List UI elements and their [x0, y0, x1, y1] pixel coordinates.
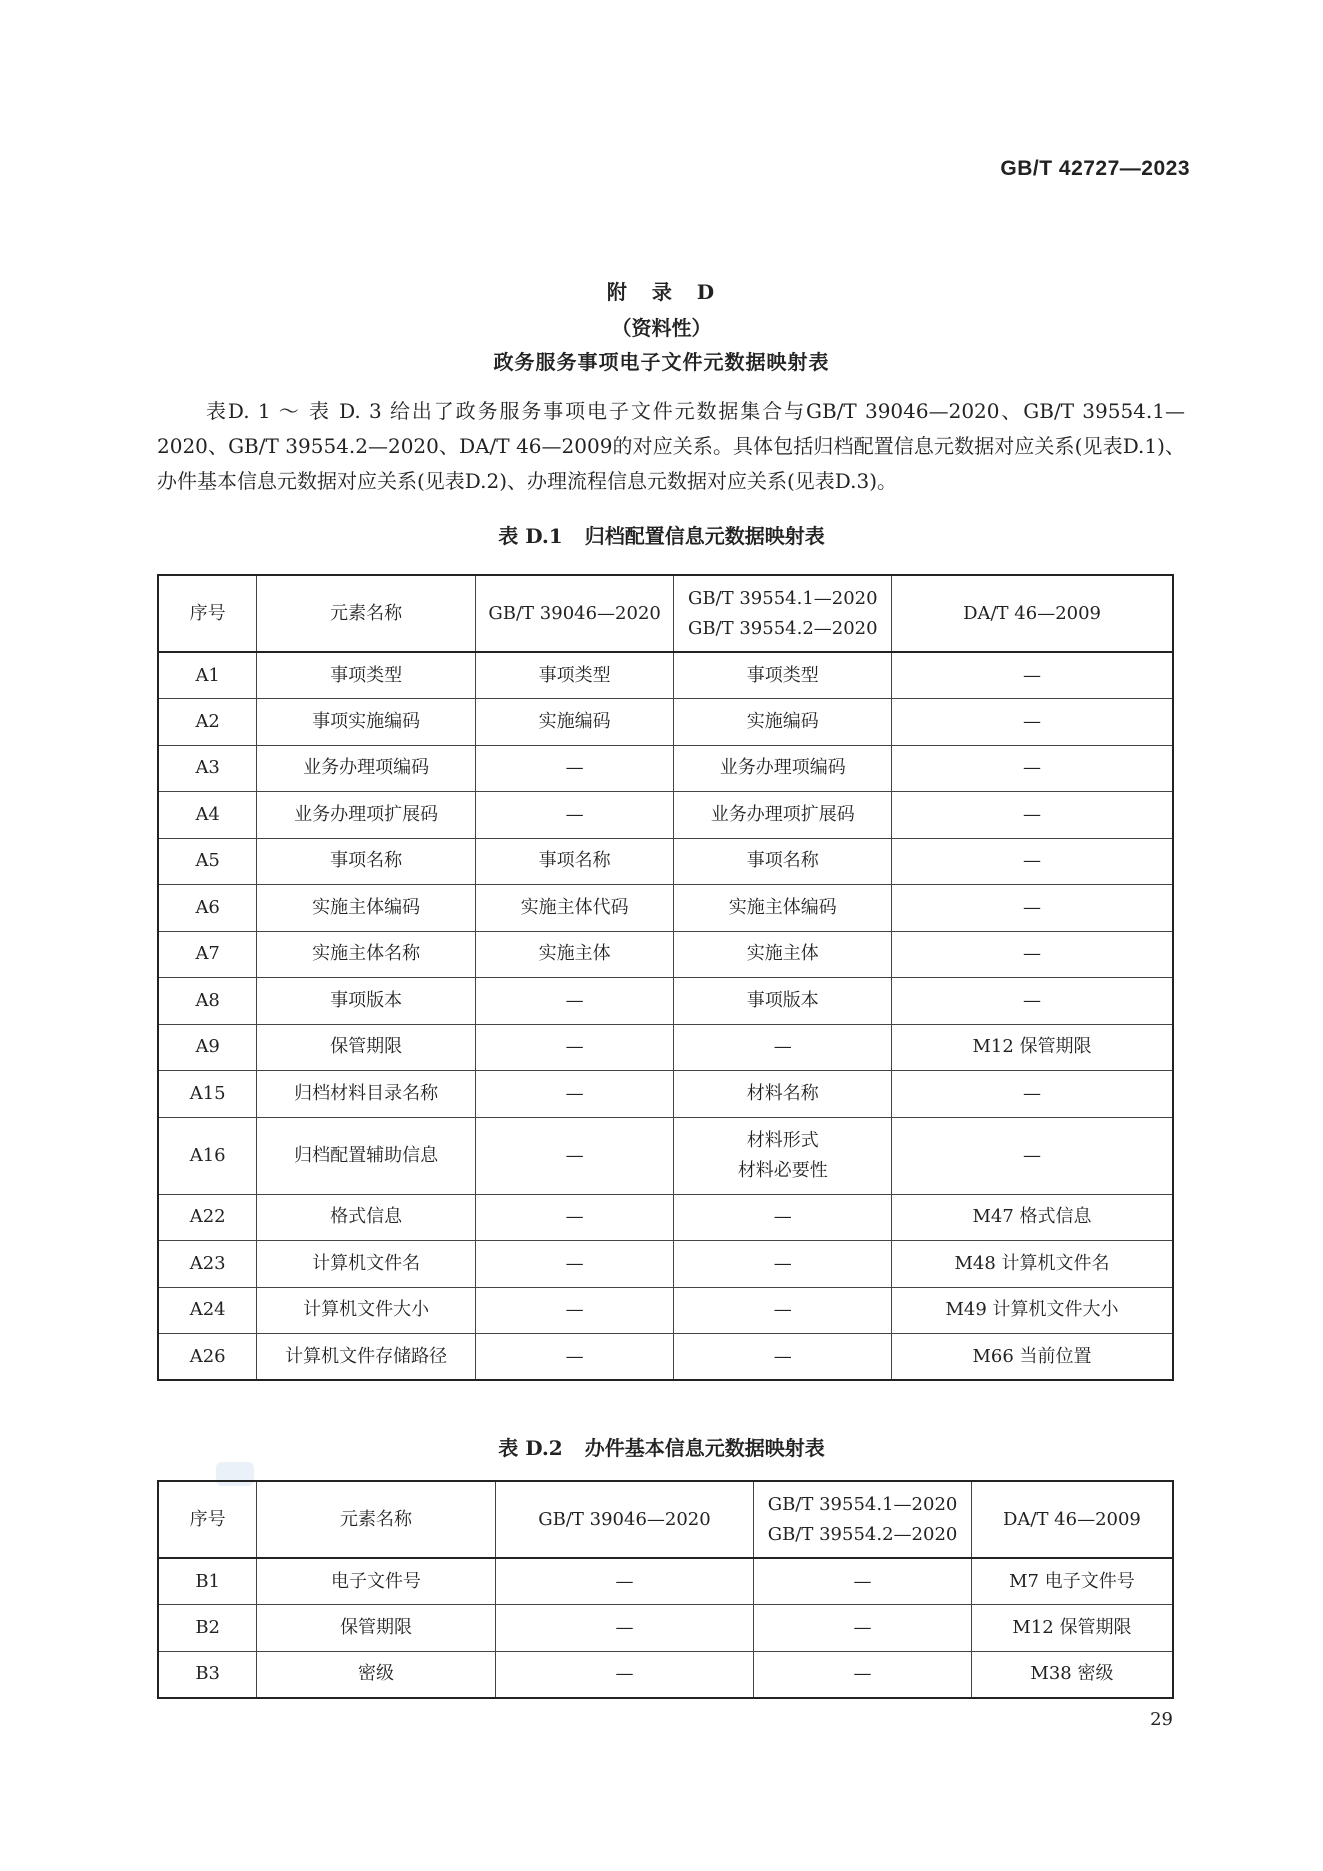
cell-dat-46: —	[892, 885, 1173, 932]
cell-gbt-39046: —	[495, 1558, 753, 1605]
cell-element-name: 计算机文件存储路径	[257, 1334, 475, 1381]
cell-dat-46: M7 电子文件号	[971, 1558, 1173, 1605]
cell-seq: A5	[158, 838, 257, 885]
cell-seq: A6	[158, 885, 257, 932]
cell-element-name: 格式信息	[257, 1194, 475, 1241]
table2-caption	[0, 1432, 1323, 1461]
header-element-name: 元素名称	[257, 1481, 495, 1558]
cell-gbt-39554: —	[754, 1651, 972, 1698]
header-gbt-39554	[674, 575, 892, 652]
table-row	[158, 1334, 1173, 1381]
table-row	[158, 699, 1173, 746]
table1-caption-number: 表 D.1	[498, 524, 563, 548]
metadata-mapping-table-d2	[157, 1480, 1174, 1699]
cell-gbt-39046: —	[475, 1241, 674, 1288]
cell-gbt-39046: 实施编码	[475, 699, 674, 746]
header-dat-46: DA/T 46—2009	[892, 575, 1173, 652]
table-row	[158, 1024, 1173, 1071]
header-gbt-39554	[754, 1481, 972, 1558]
cell-gbt-39046: —	[475, 1024, 674, 1071]
cell-gbt-39554: —	[674, 1334, 892, 1381]
cell-element-name: 保管期限	[257, 1024, 475, 1071]
cell-seq: A3	[158, 745, 257, 792]
table-row	[158, 1071, 1173, 1118]
cell-gbt-39046: —	[495, 1605, 753, 1652]
header-gbt-39554-1: GB/T 39554.1—2020	[767, 1493, 958, 1515]
cell-element-name: 事项实施编码	[257, 699, 475, 746]
cell-element-name: 实施主体编码	[257, 885, 475, 932]
cell-gbt-39046: —	[475, 1117, 674, 1194]
cell-seq: B2	[158, 1605, 257, 1652]
table-row	[158, 931, 1173, 978]
cell-seq: B3	[158, 1651, 257, 1698]
cell-gbt-39046: 事项名称	[475, 838, 674, 885]
header-gbt-39554-2: GB/T 39554.2—2020	[687, 617, 878, 639]
cell-dat-46: M49 计算机文件大小	[892, 1287, 1173, 1334]
cell-dat-46: —	[892, 978, 1173, 1025]
cell-gbt-39046: —	[495, 1651, 753, 1698]
cell-gbt-39554: —	[674, 1287, 892, 1334]
cell-element-name: 事项类型	[257, 652, 475, 699]
table-row	[158, 1558, 1173, 1605]
cell-gbt-39554: 材料名称	[674, 1071, 892, 1118]
cell-gbt-39554-line2: 材料必要性	[737, 1159, 828, 1181]
cell-seq: A2	[158, 699, 257, 746]
cell-seq: A4	[158, 792, 257, 839]
header-gbt-39046: GB/T 39046—2020	[495, 1481, 753, 1558]
cell-dat-46: —	[892, 1117, 1173, 1194]
cell-seq: A8	[158, 978, 257, 1025]
table-row	[158, 1194, 1173, 1241]
header-gbt-39554-1: GB/T 39554.1—2020	[687, 587, 878, 609]
cell-seq: B1	[158, 1558, 257, 1605]
cell-seq: A23	[158, 1241, 257, 1288]
cell-element-name: 业务办理项扩展码	[257, 792, 475, 839]
cell-gbt-39554: 事项版本	[674, 978, 892, 1025]
metadata-mapping-table-d1	[157, 574, 1174, 1381]
cell-gbt-39046: —	[475, 745, 674, 792]
cell-element-name: 电子文件号	[257, 1558, 495, 1605]
cell-element-name: 实施主体名称	[257, 931, 475, 978]
cell-gbt-39554: 实施编码	[674, 699, 892, 746]
cell-gbt-39046: —	[475, 978, 674, 1025]
cell-gbt-39046: 事项类型	[475, 652, 674, 699]
cell-seq: A7	[158, 931, 257, 978]
cell-seq: A9	[158, 1024, 257, 1071]
header-gbt-39046: GB/T 39046—2020	[475, 575, 674, 652]
table-row	[158, 1605, 1173, 1652]
table-header-row	[158, 575, 1173, 652]
cell-element-name: 计算机文件名	[257, 1241, 475, 1288]
cell-dat-46: —	[892, 838, 1173, 885]
table2-caption-title: 办件基本信息元数据映射表	[584, 1436, 825, 1460]
table-row	[158, 1117, 1173, 1194]
cell-dat-46: M48 计算机文件名	[892, 1241, 1173, 1288]
cell-seq: A15	[158, 1071, 257, 1118]
cell-gbt-39554	[674, 1117, 892, 1194]
intro-paragraph	[157, 394, 1185, 499]
cell-gbt-39554: —	[674, 1024, 892, 1071]
cell-gbt-39554: 业务办理项扩展码	[674, 792, 892, 839]
header-seq: 序号	[158, 1481, 257, 1558]
cell-seq: A24	[158, 1287, 257, 1334]
table1-caption-title: 归档配置信息元数据映射表	[584, 524, 825, 548]
cell-element-name: 归档材料目录名称	[257, 1071, 475, 1118]
cell-element-name: 归档配置辅助信息	[257, 1117, 475, 1194]
cell-dat-46: —	[892, 652, 1173, 699]
table-row	[158, 885, 1173, 932]
table-header-row	[158, 1481, 1173, 1558]
table-row	[158, 792, 1173, 839]
cell-element-name: 事项名称	[257, 838, 475, 885]
header-gbt-39554-2: GB/T 39554.2—2020	[767, 1523, 958, 1545]
cell-dat-46: M47 格式信息	[892, 1194, 1173, 1241]
cell-dat-46: —	[892, 1071, 1173, 1118]
cell-gbt-39046: —	[475, 1071, 674, 1118]
cell-dat-46: M66 当前位置	[892, 1334, 1173, 1381]
appendix-title: 政务服务事项电子文件元数据映射表	[493, 350, 830, 374]
cell-gbt-39554: —	[754, 1605, 972, 1652]
cell-element-name: 密级	[257, 1651, 495, 1698]
cell-gbt-39046: 实施主体代码	[475, 885, 674, 932]
cell-seq: A1	[158, 652, 257, 699]
cell-gbt-39554: —	[674, 1194, 892, 1241]
cell-seq: A22	[158, 1194, 257, 1241]
cell-gbt-39554: 事项名称	[674, 838, 892, 885]
table-row	[158, 978, 1173, 1025]
standard-code: GB/T 42727—2023	[1000, 157, 1190, 180]
intro-text: 表D. 1 ～ 表 D. 3 给出了政务服务事项电子文件元数据集合与GB/T 39046—2020、GB/T 39554.1—2020、GB/T 39554.2—2020、DA/T 46—2009的对应关系。具体包括归档配置信息元数据对应关系(见表D.1)、办件基本信息元数据对应关系(见表D.2)、办理流程信息元数据对应关系(见表D.3)。	[157, 399, 1185, 493]
header-dat-46: DA/T 46—2009	[971, 1481, 1173, 1558]
table-row	[158, 838, 1173, 885]
appendix-label: 附 录 D	[606, 280, 717, 304]
cell-dat-46: —	[892, 699, 1173, 746]
table-row	[158, 1241, 1173, 1288]
cell-gbt-39554: 事项类型	[674, 652, 892, 699]
cell-seq: A16	[158, 1117, 257, 1194]
table-row	[158, 1651, 1173, 1698]
cell-element-name: 业务办理项编码	[257, 745, 475, 792]
cell-gbt-39046: —	[475, 1194, 674, 1241]
table-row	[158, 745, 1173, 792]
table1-caption	[0, 520, 1323, 549]
cell-gbt-39554: 业务办理项编码	[674, 745, 892, 792]
cell-gbt-39046: —	[475, 792, 674, 839]
cell-dat-46: —	[892, 745, 1173, 792]
header-element-name: 元素名称	[257, 575, 475, 652]
appendix-type: （资料性）	[611, 316, 712, 340]
cell-dat-46: M12 保管期限	[892, 1024, 1173, 1071]
cell-gbt-39554: 实施主体编码	[674, 885, 892, 932]
cell-dat-46: M12 保管期限	[971, 1605, 1173, 1652]
cell-gbt-39046: —	[475, 1334, 674, 1381]
cell-gbt-39046: 实施主体	[475, 931, 674, 978]
cell-element-name: 保管期限	[257, 1605, 495, 1652]
cell-gbt-39554: —	[754, 1558, 972, 1605]
cell-gbt-39554: 实施主体	[674, 931, 892, 978]
cell-element-name: 计算机文件大小	[257, 1287, 475, 1334]
cell-dat-46: M38 密级	[971, 1651, 1173, 1698]
cell-dat-46: —	[892, 931, 1173, 978]
page-number: 29	[1150, 1709, 1173, 1730]
cell-gbt-39046: —	[475, 1287, 674, 1334]
cell-gbt-39554: —	[674, 1241, 892, 1288]
cell-dat-46: —	[892, 792, 1173, 839]
cell-seq: A26	[158, 1334, 257, 1381]
table2-caption-number: 表 D.2	[498, 1436, 563, 1460]
cell-element-name: 事项版本	[257, 978, 475, 1025]
cell-gbt-39554-line1: 材料形式	[746, 1129, 819, 1151]
table-row	[158, 1287, 1173, 1334]
header-seq: 序号	[158, 575, 257, 652]
table-row	[158, 652, 1173, 699]
